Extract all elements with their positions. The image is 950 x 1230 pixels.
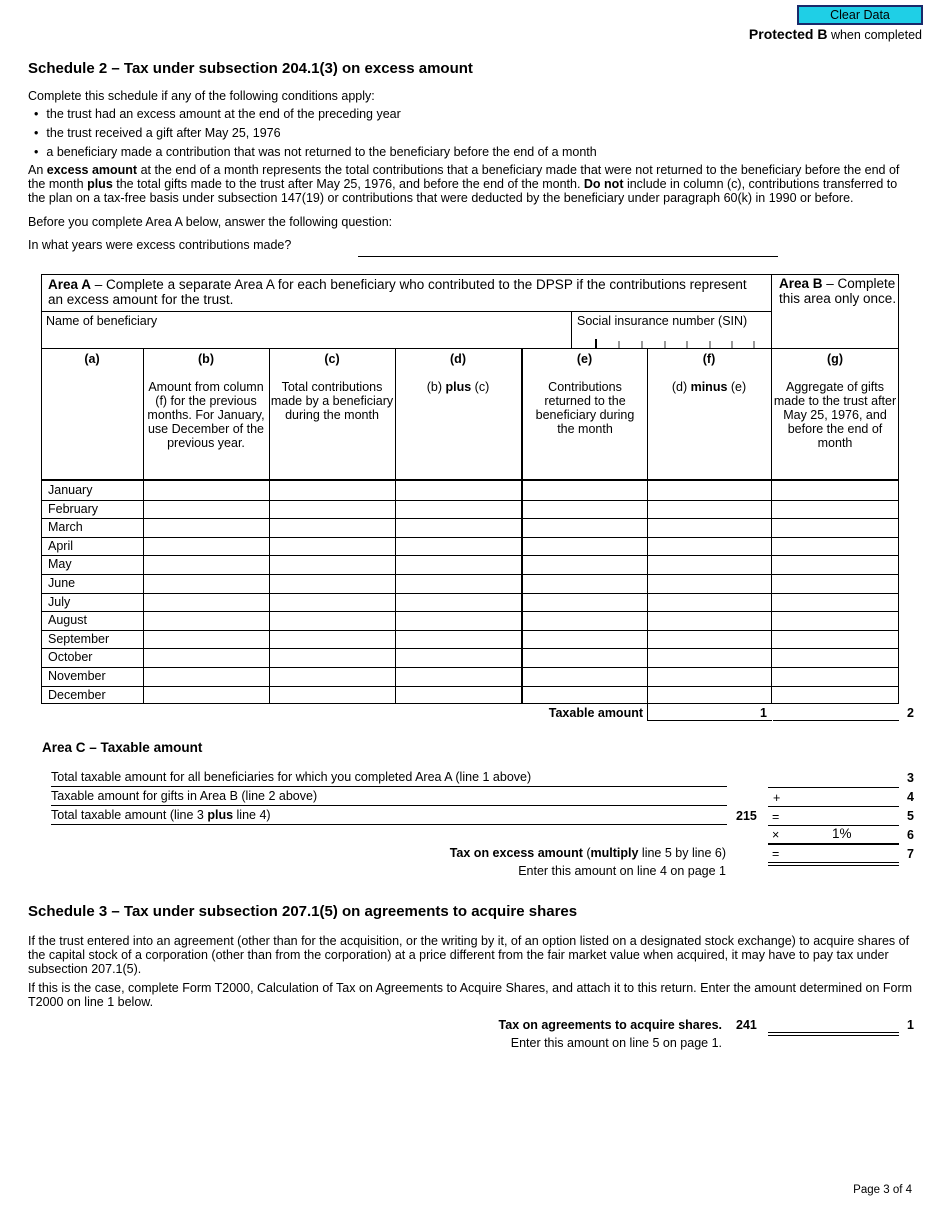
- before-text: Before you complete Area A below, answer the following question:: [28, 215, 393, 229]
- month-cell-input[interactable]: [145, 538, 267, 555]
- month-cell-input[interactable]: [649, 649, 769, 666]
- month-cell-input[interactable]: [773, 519, 897, 536]
- month-cell-input[interactable]: [271, 501, 393, 518]
- clear-data-button[interactable]: Clear Data: [797, 5, 923, 25]
- col-f-id: (f): [702, 352, 716, 366]
- excess-amount-definition: An excess amount at the end of a month represents the total contributions that a beneficiary made that were not returned to the beneficiary before the end of the month plus the total gifts made to the trust after May 25, 1976, and before the end of the month. Do not include in column (c), contributions transferred to the plan on a tax-free basis under subsection 147(19) or contributions that were deducted by the beneficiary under paragraph 60(k) in 1990 or before.: [28, 163, 900, 205]
- month-label: December: [48, 687, 106, 702]
- sin-digit-ticks: [577, 339, 767, 349]
- month-cell-input[interactable]: [649, 575, 769, 592]
- col-g-id: (g): [827, 352, 843, 366]
- line-number: 7: [907, 847, 914, 861]
- month-label: July: [48, 594, 71, 609]
- month-cell-input[interactable]: [523, 538, 645, 555]
- month-label: January: [48, 483, 93, 497]
- month-cell-input[interactable]: [145, 612, 267, 629]
- month-cell-input[interactable]: [649, 538, 769, 555]
- month-cell-input[interactable]: [397, 649, 519, 666]
- month-cell-input[interactable]: [523, 649, 645, 666]
- line-number: 6: [907, 828, 914, 842]
- month-cell-input[interactable]: [145, 687, 267, 704]
- line3-input[interactable]: [768, 773, 899, 788]
- month-cell-input[interactable]: [271, 519, 393, 536]
- month-cell-input[interactable]: [523, 482, 645, 499]
- line-number: 2: [907, 706, 914, 720]
- month-cell-input[interactable]: [523, 519, 645, 536]
- page-number: Page 3 of 4: [853, 1184, 912, 1196]
- line4-input[interactable]: [768, 792, 899, 807]
- month-cell-input[interactable]: [523, 612, 645, 629]
- equals-sign: =: [772, 847, 780, 861]
- month-cell-input[interactable]: [649, 612, 769, 629]
- month-cell-input[interactable]: [397, 501, 519, 518]
- line-number: 5: [907, 809, 914, 823]
- month-cell-input[interactable]: [397, 556, 519, 573]
- line7-input[interactable]: [768, 848, 899, 862]
- month-cell-input[interactable]: [523, 575, 645, 592]
- month-cell-input[interactable]: [773, 649, 897, 666]
- month-cell-input[interactable]: [145, 519, 267, 536]
- month-cell-input[interactable]: [271, 575, 393, 592]
- multiply-sign: ×: [772, 828, 780, 842]
- month-cell-input[interactable]: [773, 482, 897, 499]
- month-cell-input[interactable]: [523, 594, 645, 611]
- line-number: 4: [907, 790, 914, 804]
- month-label: August: [48, 613, 87, 628]
- month-cell-input[interactable]: [773, 631, 897, 648]
- month-label: February: [48, 501, 99, 516]
- month-cell-input[interactable]: [773, 538, 897, 555]
- line5-input[interactable]: [768, 811, 899, 826]
- month-cell-input[interactable]: [773, 575, 897, 592]
- area-a-title: Area A – Complete a separate Area A for each beneficiary who contributed to the DPSP if the contributions represent an excess amount for the trust.: [48, 277, 747, 307]
- taxable-amount-label: Taxable amount: [548, 706, 643, 720]
- equals-sign: =: [772, 810, 780, 824]
- month-cell-input[interactable]: [523, 668, 645, 685]
- month-cell-input[interactable]: [397, 538, 519, 555]
- month-cell-input[interactable]: [145, 668, 267, 685]
- month-cell-input[interactable]: [271, 649, 393, 666]
- col-e-id: (e): [576, 352, 593, 366]
- month-cell-input[interactable]: [773, 594, 897, 611]
- line5-text: Total taxable amount (line 3 plus line 4): [51, 808, 271, 822]
- month-label: September: [48, 631, 110, 646]
- month-cell-input[interactable]: [271, 612, 393, 629]
- schedule3-title: Schedule 3 – Tax under subsection 207.1(5) on agreements to acquire shares: [28, 903, 578, 920]
- line-number: 1: [760, 706, 767, 720]
- tax-rate: 1%: [832, 826, 852, 841]
- month-cell-input[interactable]: [271, 556, 393, 573]
- month-cell-input[interactable]: [773, 556, 897, 573]
- month-cell-input[interactable]: [145, 594, 267, 611]
- month-cell-input[interactable]: [523, 556, 645, 573]
- col-f-desc: (d) minus (e): [671, 380, 747, 394]
- schedule2-title: Schedule 2 – Tax under subsection 204.1(3) on excess amount: [28, 60, 473, 77]
- line4-text: Taxable amount for gifts in Area B (line 2 above): [51, 789, 318, 803]
- month-label: April: [48, 538, 74, 553]
- month-cell-input[interactable]: [649, 594, 769, 611]
- beneficiary-name-input[interactable]: [46, 328, 566, 346]
- month-label: March: [48, 520, 83, 535]
- month-cell-input[interactable]: [145, 649, 267, 666]
- schedule2-intro: Complete this schedule if any of the following conditions apply:: [28, 89, 375, 103]
- line5-code: 215: [736, 809, 757, 823]
- years-question: In what years were excess contributions made?: [28, 238, 292, 252]
- sin-label: Social insurance number (SIN): [577, 314, 748, 328]
- tax-agreements-code: 241: [736, 1018, 757, 1032]
- month-cell-input[interactable]: [271, 631, 393, 648]
- month-label: October: [48, 650, 93, 665]
- month-cell-input[interactable]: [397, 687, 519, 704]
- month-cell-input[interactable]: [649, 687, 769, 704]
- month-cell-input[interactable]: [523, 631, 645, 648]
- taxable-amount-line2-input[interactable]: [773, 704, 899, 721]
- area-c-title: Area C – Taxable amount: [42, 740, 203, 755]
- month-cell-input[interactable]: [773, 668, 897, 685]
- month-cell-input[interactable]: [649, 482, 769, 499]
- sin-input[interactable]: [577, 338, 767, 348]
- line7-instruction: Enter this amount on line 4 on page 1: [518, 864, 726, 878]
- tax-agreements-input[interactable]: [768, 1018, 899, 1032]
- schedule3-paragraph1: If the trust entered into an agreement (other than for the acquisition, or the writing by it, of an option listed on a designated stock exchange) to acquire shares of the capital stock of a corporation (other than from the corporation) at a price different from the fair market value when acquired, it may have to pay tax under subsection 207.1(5).: [28, 934, 910, 976]
- month-cell-input[interactable]: [397, 519, 519, 536]
- condition-bullet: • the trust had an excess amount at the end of the preceding year: [34, 107, 401, 121]
- line-number: 3: [907, 771, 914, 785]
- col-c-id: (c): [324, 352, 340, 366]
- month-cell-input[interactable]: [145, 556, 267, 573]
- col-d-desc: (b) plus (c): [426, 380, 490, 394]
- line-number: 1: [907, 1018, 914, 1032]
- col-a-id: (a): [84, 352, 100, 366]
- month-cell-input[interactable]: [397, 631, 519, 648]
- years-input[interactable]: [358, 242, 778, 257]
- month-cell-input[interactable]: [649, 556, 769, 573]
- month-cell-input[interactable]: [271, 594, 393, 611]
- month-cell-input[interactable]: [649, 668, 769, 685]
- area-b-title: Area B – Complete this area only once.: [779, 276, 897, 306]
- condition-bullet: • the trust received a gift after May 25, 1976: [34, 126, 281, 140]
- month-label: November: [48, 669, 106, 683]
- col-d-id: (d): [450, 352, 466, 366]
- protected-label: Protected B when completed: [748, 26, 922, 42]
- month-cell-input[interactable]: [773, 687, 897, 704]
- col-e-desc: Contributions returned to the beneficiary during the month: [535, 380, 635, 436]
- month-cell-input[interactable]: [397, 594, 519, 611]
- month-cell-input[interactable]: [145, 631, 267, 648]
- col-g-desc: Aggregate of gifts made to the trust after May 25, 1976, and before the end of month: [773, 380, 897, 450]
- tax-agreements-label: Tax on agreements to acquire shares.: [498, 1018, 722, 1032]
- month-cell-input[interactable]: [649, 631, 769, 648]
- month-cell-input[interactable]: [649, 519, 769, 536]
- month-cell-input[interactable]: [145, 575, 267, 592]
- condition-bullet: • a beneficiary made a contribution that was not returned to the beneficiary before the end of a month: [34, 145, 597, 159]
- month-cell-input[interactable]: [649, 501, 769, 518]
- month-label: June: [48, 576, 76, 590]
- plus-sign: +: [773, 791, 781, 805]
- month-cell-input[interactable]: [271, 668, 393, 685]
- schedule3-instruction: Enter this amount on line 5 on page 1.: [510, 1036, 722, 1050]
- month-cell-input[interactable]: [523, 687, 645, 704]
- month-cell-input[interactable]: [397, 575, 519, 592]
- col-b-id: (b): [198, 352, 214, 366]
- line3-text: Total taxable amount for all beneficiaries for which you completed Area A (line 1 above): [51, 770, 532, 784]
- col-c-desc: Total contributions made by a beneficiary during the month: [270, 380, 394, 422]
- month-cell-input[interactable]: [145, 482, 267, 499]
- month-cell-input[interactable]: [773, 612, 897, 629]
- month-cell-input[interactable]: [145, 501, 267, 518]
- month-label: May: [48, 557, 72, 572]
- month-cell-input[interactable]: [773, 501, 897, 518]
- month-cell-input[interactable]: [397, 668, 519, 685]
- month-cell-input[interactable]: [271, 687, 393, 704]
- month-cell-input[interactable]: [271, 482, 393, 499]
- month-cell-input[interactable]: [523, 501, 645, 518]
- schedule3-paragraph2: If this is the case, complete Form T2000, Calculation of Tax on Agreements to Acquire Shares, and attach it to this return. Enter the amount determined on Form T2000 on line 1 below.: [28, 981, 913, 1009]
- month-cell-input[interactable]: [271, 538, 393, 555]
- col-b-desc: Amount from column (f) for the previous months. For January, use December of the previous year.: [147, 380, 265, 450]
- taxable-amount-line1-input[interactable]: [647, 704, 772, 721]
- month-cell-input[interactable]: [397, 482, 519, 499]
- month-cell-input[interactable]: [397, 612, 519, 629]
- beneficiary-name-label: Name of beneficiary: [46, 314, 158, 328]
- line7-text: Tax on excess amount (multiply line 5 by line 6): [449, 846, 726, 860]
